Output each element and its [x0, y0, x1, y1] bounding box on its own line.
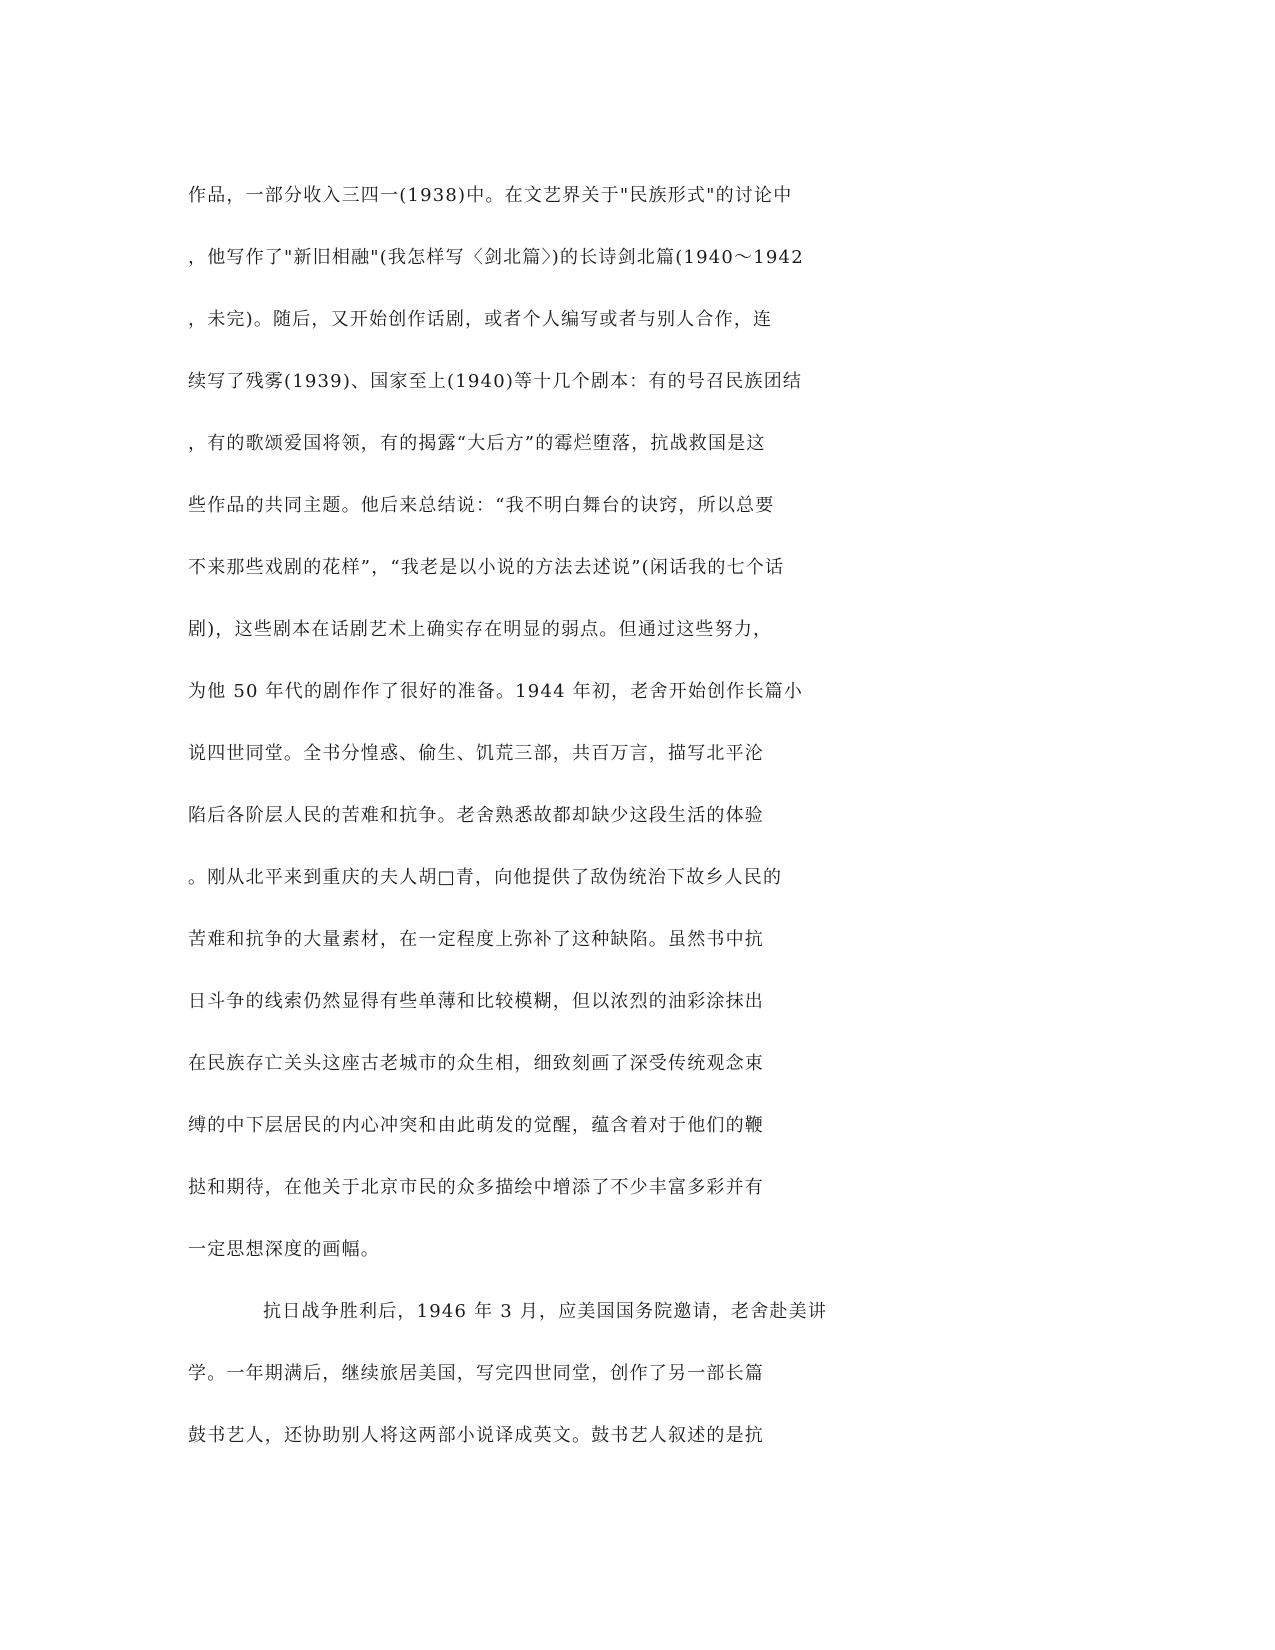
text-line: 续写了残雾(1939)、国家至上(1940)等十几个剧本：有的号召民族团结 — [188, 371, 803, 392]
text-line: 缚的中下层居民的内心冲突和由此萌发的觉醒，蕴含着对于他们的鞭 — [188, 1115, 764, 1136]
text-line: ，有的歌颂爱国将领，有的揭露“大后方”的霉烂堕落，抗战救国是这 — [188, 433, 766, 454]
text-line: 。刚从北平来到重庆的夫人胡□青，向他提供了敌伪统治下故乡人民的 — [188, 867, 783, 888]
text-line: 学。一年期满后，继续旅居美国，写完四世同堂，创作了另一部长篇 — [188, 1363, 764, 1384]
text-line: 作品，一部分收入三四一(1938)中。在文艺界关于"民族形式"的讨论中 — [188, 185, 793, 206]
text-line: 些作品的共同主题。他后来总结说：“我不明白舞台的诀窍，所以总要 — [188, 495, 775, 516]
text-line: ，他写作了"新旧相融"(我怎样写〈剑北篇〉)的长诗剑北篇(1940～1942 — [188, 247, 804, 268]
text-line: 剧)，这些剧本在话剧艺术上确实存在明显的弱点。但通过这些努力， — [188, 619, 773, 640]
text-line: 不来那些戏剧的花样”，“我老是以小说的方法去述说”(闲话我的七个话 — [188, 557, 785, 578]
paragraph-start-line: 抗日战争胜利后，1946 年 3 月，应美国国务院邀请，老舍赴美讲 — [263, 1301, 828, 1322]
text-line: 鼓书艺人，还协助别人将这两部小说译成英文。鼓书艺人叙述的是抗 — [188, 1425, 764, 1446]
text-line: 说四世同堂。全书分惶惑、偷生、饥荒三部，共百万言，描写北平沦 — [188, 743, 764, 764]
text-line: 陷后各阶层人民的苦难和抗争。老舍熟悉故都却缺少这段生活的体验 — [188, 805, 764, 826]
text-line: ，未完)。随后，又开始创作话剧，或者个人编写或者与别人合作，连 — [188, 309, 773, 330]
body-text — [188, 165, 1088, 1467]
text-line: 为他 50 年代的剧作作了很好的准备。1944 年初，老舍开始创作长篇小 — [188, 681, 804, 702]
text-line: 一定思想深度的画幅。 — [188, 1239, 380, 1260]
text-line: 挞和期待，在他关于北京市民的众多描绘中增添了不少丰富多彩并有 — [188, 1177, 764, 1198]
text-line: 在民族存亡关头这座古老城市的众生相，细致刻画了深受传统观念束 — [188, 1053, 764, 1074]
text-line: 苦难和抗争的大量素材，在一定程度上弥补了这种缺陷。虽然书中抗 — [188, 929, 764, 950]
text-line: 日斗争的线索仍然显得有些单薄和比较模糊，但以浓烈的油彩涂抹出 — [188, 991, 764, 1012]
